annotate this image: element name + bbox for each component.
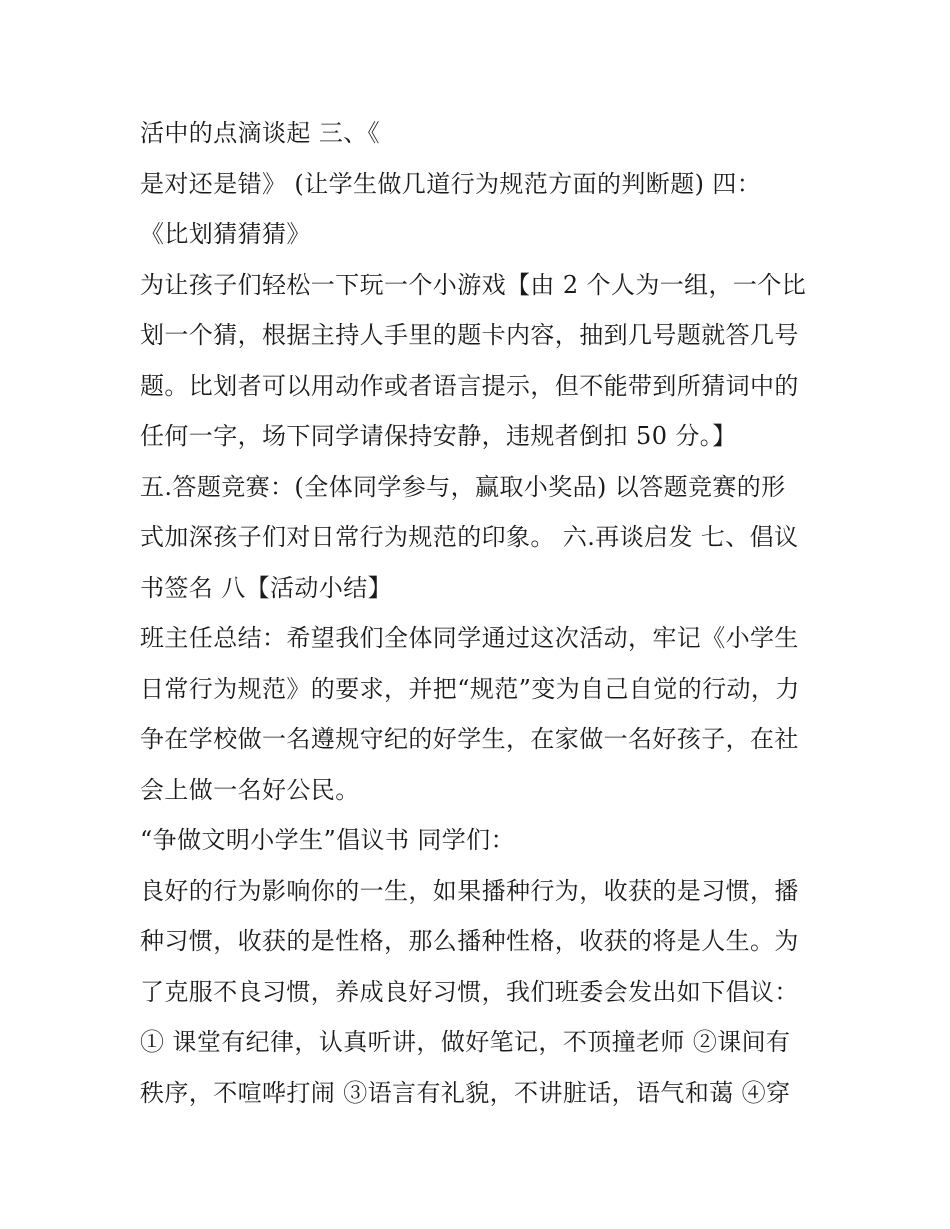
text-line: 任何一字，场下同学请保持安静，违规者倒扣 50 分。】 — [140, 422, 737, 450]
text-line: 了克服不良习惯，养成良好习惯，我们班委会发出如下倡议： — [140, 977, 799, 1006]
text-line: 良好的行为影响你的一生，如果播种行为，收获的是习惯，播 — [140, 876, 799, 905]
text-line: 会上做一名好公民。 — [140, 775, 360, 804]
text-line: 式加深孩子们对日常行为规范的印象。 六.再谈启发 七、倡议 — [140, 523, 799, 551]
text-line: 题。比划者可以用动作或者语言提示，但不能带到所猜词中的 — [140, 371, 799, 400]
text-line: 五.答题竞赛：(全体同学参与，赢取小奖品) 以答题竞赛的形 — [140, 472, 786, 501]
text-line: 书签名 八【活动小结】 — [140, 573, 393, 602]
text-line: 种习惯，收获的是性格，那么播种性格，收获的将是人生。为 — [140, 927, 799, 955]
text-line: 争在学校做一名遵规守纪的好学生，在家做一名好孩子，在社 — [140, 725, 799, 753]
text-line: ① 课堂有纪律，认真听讲，做好笔记，不顶撞老师 ②课间有 — [140, 1028, 791, 1056]
text-line: 为让孩子们轻松一下玩一个小游戏【由 2 个人为一组，一个比 — [140, 270, 807, 299]
text-line: 活中的点滴谈起 三、《 — [140, 119, 381, 147]
text-line: 班主任总结：希望我们全体同学通过这次活动，牢记《小学生 — [140, 624, 799, 652]
text-line: 秩序，不喧哗打闹 ③语言有礼貌，不讲脏话，语气和蔼 ④穿 — [140, 1078, 791, 1107]
text-line: 《比划猜猜猜》 — [140, 220, 311, 248]
document-body — [140, 108, 820, 1118]
text-line: 是对还是错》 (让学生做几道行为规范方面的判断题) 四： — [140, 169, 762, 198]
text-line: “争做文明小学生”倡议书 同学们： — [140, 826, 515, 854]
text-line: 划一个猜，根据主持人手里的题卡内容，抽到几号题就答几号 — [140, 321, 799, 349]
text-line: 日常行为规范》的要求，并把“规范”变为自己自觉的行动，力 — [140, 674, 800, 703]
